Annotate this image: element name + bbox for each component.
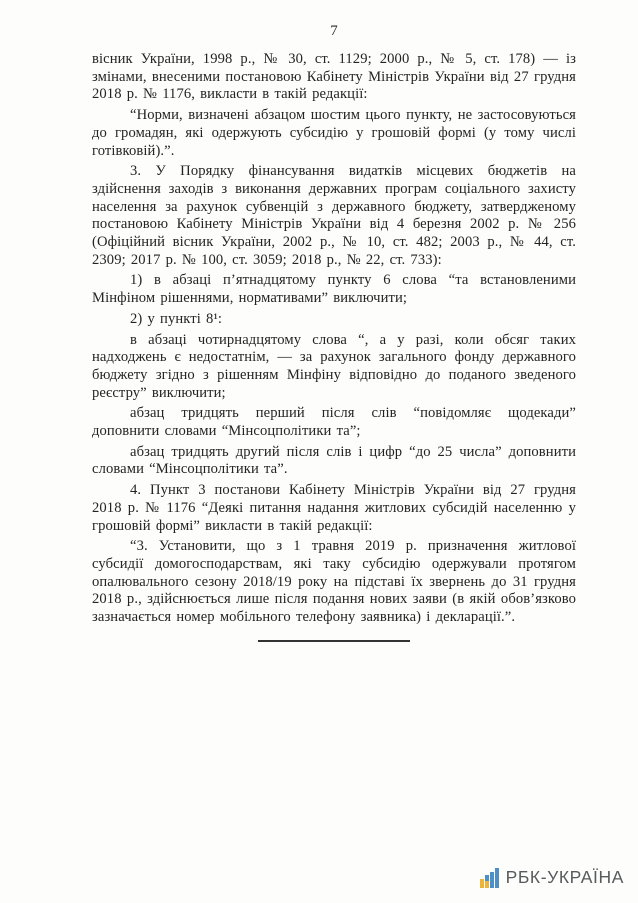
section-divider <box>258 640 410 642</box>
body-text <box>92 51 576 627</box>
bar-chart-bar <box>480 879 484 888</box>
paragraph: вісник України, 1998 р., № 30, ст. 1129; 2000 р., № 5, ст. 178) — із змінами, внесеними постановою Кабінету Міністрів України від 27 грудня 2018 р. № 1176, викласти в такій редакції: <box>92 51 576 103</box>
paragraph: абзац тридцять перший після слів “повідомляє щодекади” доповнити словами “Мінсоцполітики та”; <box>92 405 576 440</box>
page-number: 7 <box>330 23 338 39</box>
bar-chart-icon <box>480 868 499 888</box>
bar-chart-bar <box>495 868 499 888</box>
paragraph: в абзаці чотирнадцятому слова “, а у разі, коли обсяг таких надходжень є недостатнім, — за рахунок загального фонду державного бюджету згідно з рішенням Мінфіну відповідно до поданого зведеного реєстру” виключити; <box>92 331 576 401</box>
text-column <box>92 0 576 642</box>
paragraph: абзац тридцять другий після слів і цифр “до 25 числа” доповнити словами “Мінсоцполітики та”. <box>92 443 576 478</box>
rbc-ukraine-watermark <box>480 867 624 888</box>
paragraph: “3. Установити, що з 1 травня 2019 р. призначення житлової субсидії домогосподарствам, які таку субсидію одержували протягом опалювального сезону 2018/19 року на підставі їх звернень до 31 грудня 2018 р., здійснюється лише після подання нових заяви (в якій обов’язково зазначається номер мобільного телефону заявника) і декларації.”. <box>92 538 576 626</box>
paragraph: 4. Пункт 3 постанови Кабінету Міністрів України від 27 грудня 2018 р. № 1176 “Деякі питання надання житлових субсидій населенню у грошовій формі” викласти в такій редакції: <box>92 482 576 534</box>
paragraph: 3. У Порядку фінансування видатків місцевих бюджетів на здійснення заходів з виконання державних програм соціального захисту населення за рахунок субвенцій з державного бюджету, затвердженому постановою Кабінету Міністрів України від 4 березня 2002 р. № 256 (Офіційний вісник України, 2002 р., № 10, ст. 482; 2003 р., № 44, ст. 2309; 2017 р. № 100, ст. 3059; 2018 р., № 22, ст. 733): <box>92 163 576 268</box>
bar-chart-bar <box>490 872 494 888</box>
bar-chart-bar <box>485 875 489 888</box>
paragraph: 1) в абзаці п’ятнадцятому пункту 6 слова “та встановленими Мінфіном рішеннями, нормативами” виключити; <box>92 272 576 307</box>
watermark-label: РБК-УКРАЇНА <box>505 867 624 887</box>
paragraph: “Норми, визначені абзацом шостим цього пункту, не застосовуються до громадян, які одержують субсидію у грошовій формі (у тому числі готівковій).”. <box>92 107 576 159</box>
paragraph: 2) у пункті 8¹: <box>130 310 223 327</box>
